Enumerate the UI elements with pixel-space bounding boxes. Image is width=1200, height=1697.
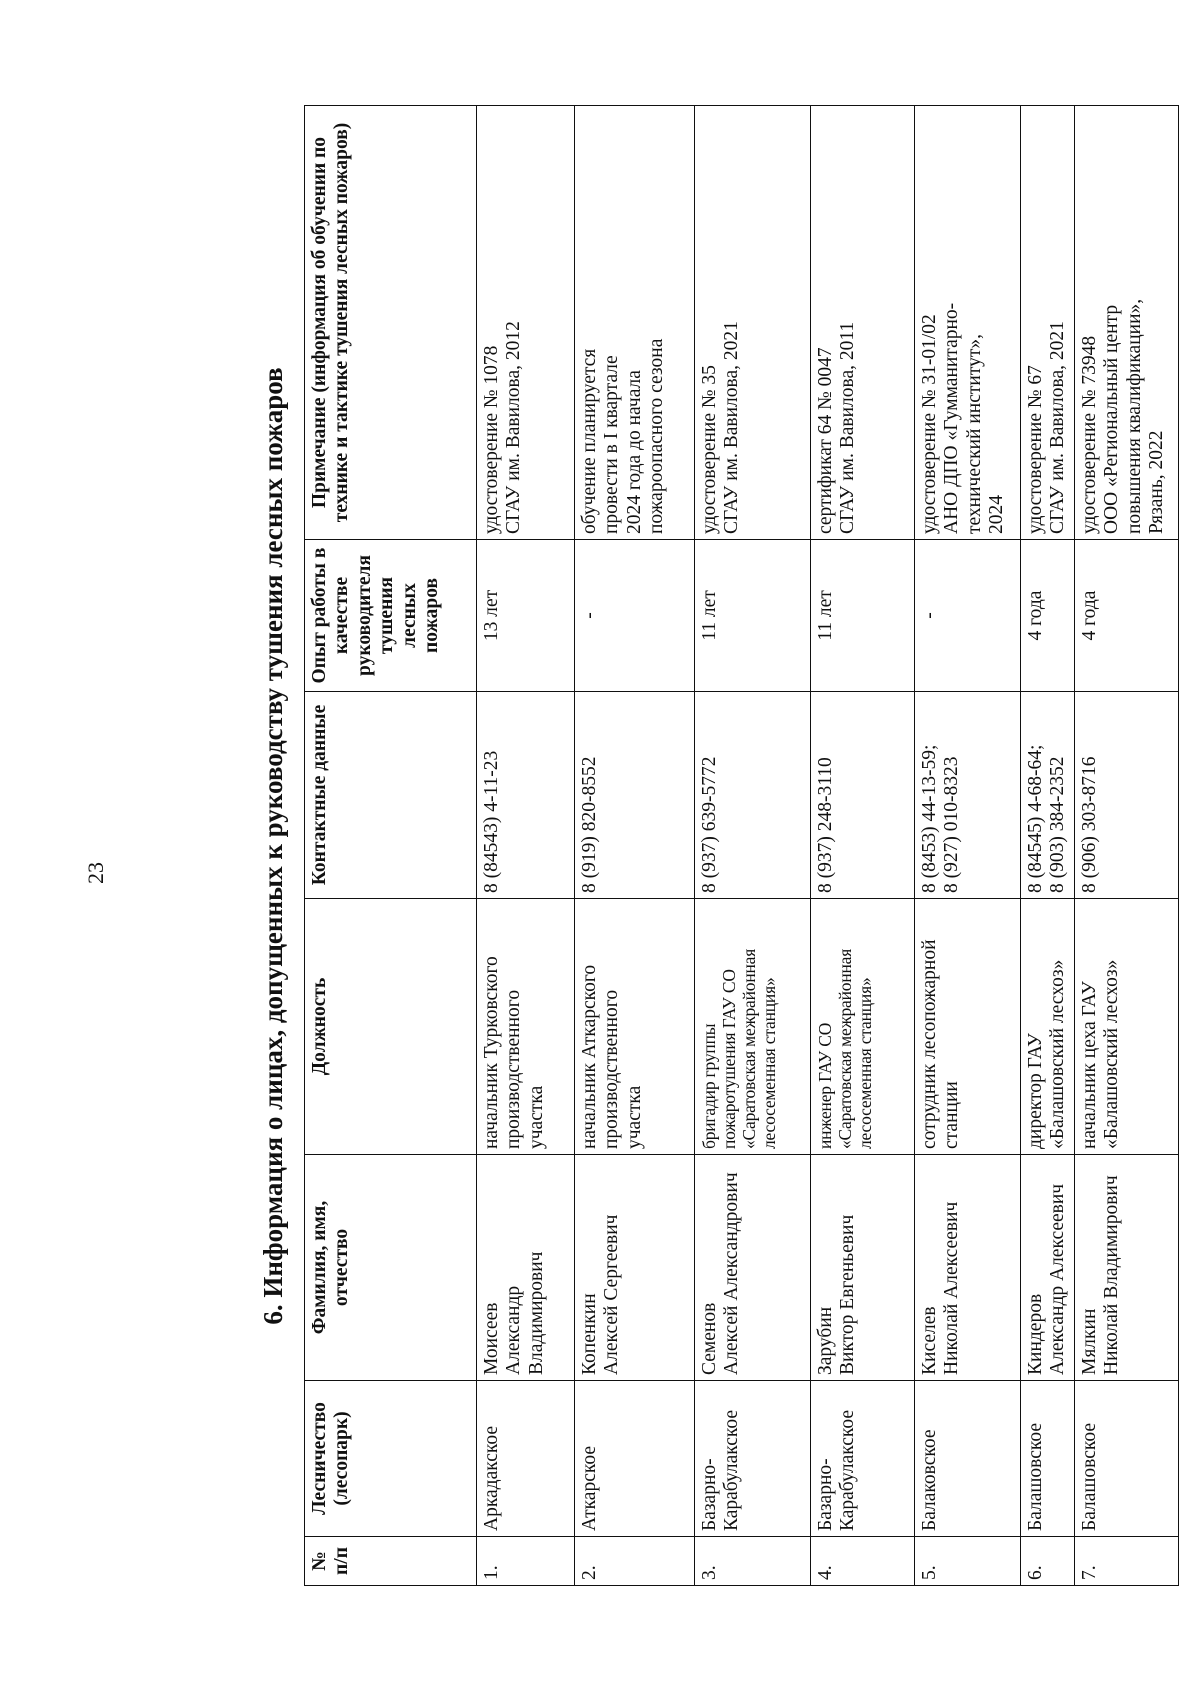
page-number: 23 <box>83 862 108 884</box>
header-number: № п/п <box>305 1537 477 1586</box>
cell-note-line: АНО ДПО «Гумманитарно- <box>941 302 963 534</box>
cell-position-line: производственного <box>601 989 623 1149</box>
cell-contacts <box>1074 692 1178 899</box>
cell-note <box>811 106 915 540</box>
cell-position <box>695 899 811 1155</box>
cell-full-name-line: Семенов <box>699 1302 720 1375</box>
cell-note-line: удостоверение № 31-01/02 <box>919 314 940 534</box>
cell-note-line: ООО «Региональный центр <box>1101 304 1123 534</box>
cell-note-line: 2024 <box>986 495 1008 534</box>
cell-note <box>695 106 811 540</box>
header-forestry: Лесничество (лесопарк) <box>305 1381 477 1537</box>
header-full-name: Фамилия, имя, отчество <box>305 1155 477 1381</box>
cell-note-line: удостоверение № 1078 <box>481 345 502 534</box>
cell-full-name <box>695 1155 811 1381</box>
cell-number: 5. <box>915 1537 1021 1586</box>
cell-position-line: директор ГАУ <box>1025 1033 1046 1149</box>
table-body <box>477 106 1179 1586</box>
table-row <box>811 106 915 1586</box>
cell-note-line: СГАУ им. Вавилова, 2021 <box>721 321 743 534</box>
cell-position-line: начальник Турковского <box>481 956 502 1149</box>
cell-full-name-line: Мялкин <box>1078 1308 1100 1375</box>
table-row <box>915 106 1021 1586</box>
cell-full-name-line: Николай Алексеевич <box>941 1201 963 1375</box>
cell-position-line: сотрудник лесопожарной <box>919 939 940 1149</box>
cell-position-line: участка <box>525 1085 547 1149</box>
cell-position <box>477 899 575 1155</box>
cell-note <box>477 106 575 540</box>
cell-position-line: «Балашовский лесхоз» <box>1047 959 1069 1149</box>
cell-note-line: Рязань, 2022 <box>1146 430 1168 534</box>
cell-full-name-line: Виктор Евгеньевич <box>837 1214 859 1375</box>
cell-full-name-line: Моисеев <box>481 1302 502 1375</box>
cell-forestry: Базарно-Карабулакское <box>695 1381 811 1537</box>
cell-position-line: «Саратовская межрайонная <box>835 948 856 1149</box>
cell-full-name <box>575 1155 695 1381</box>
cell-note-line: обучение планируется <box>579 348 600 534</box>
cell-contacts-line: 8 (927) 010-8323 <box>941 756 963 893</box>
cell-note-line: удостоверение № 73948 <box>1078 335 1100 534</box>
cell-position-line: инженер ГАУ СО <box>815 1022 835 1149</box>
cell-full-name-line: Киндеров <box>1025 1293 1046 1375</box>
cell-position-line: производственного <box>503 989 525 1149</box>
cell-contacts <box>915 692 1021 899</box>
cell-full-name <box>811 1155 915 1381</box>
cell-note-line: удостоверение № 67 <box>1025 365 1046 534</box>
cell-forestry: Балаковское <box>915 1381 1021 1537</box>
cell-experience: 13 лет <box>477 540 575 692</box>
cell-experience: - <box>575 540 695 692</box>
cell-contacts <box>695 692 811 899</box>
cell-position <box>1021 899 1075 1155</box>
cell-full-name-line: Николай Владимирович <box>1101 1175 1123 1375</box>
table-row <box>1074 106 1178 1586</box>
cell-contacts <box>811 692 915 899</box>
cell-position <box>1074 899 1178 1155</box>
cell-note <box>915 106 1021 540</box>
table-row <box>1021 106 1075 1586</box>
cell-position-line: бригадир группы <box>699 1023 719 1149</box>
cell-number: 2. <box>575 1537 695 1586</box>
cell-forestry: Аркадакское <box>477 1381 575 1537</box>
cell-note-line: СГАУ им. Вавилова, 2021 <box>1047 321 1069 534</box>
cell-contacts-line: 8 (84545) 4-68-64; <box>1025 744 1046 893</box>
cell-position-line: станции <box>941 1081 963 1149</box>
cell-contacts-line: 8 (903) 384-2352 <box>1047 756 1069 893</box>
header-experience: Опыт работы в качестве руководителя тушения лесных пожаров <box>305 540 477 692</box>
cell-number: 3. <box>695 1537 811 1586</box>
cell-full-name <box>1074 1155 1178 1381</box>
cell-number: 6. <box>1021 1537 1075 1586</box>
cell-position-line: «Балашовский лесхоз» <box>1101 959 1123 1149</box>
cell-note-line: пожароопасного сезона <box>646 338 668 534</box>
cell-note-line: провести в I квартале <box>601 355 623 534</box>
forest-fire-leaders-table <box>304 105 1179 1586</box>
cell-position-line: начальник цеха ГАУ <box>1078 981 1100 1149</box>
table-row <box>477 106 575 1586</box>
cell-number: 1. <box>477 1537 575 1586</box>
cell-position-line: лесосеменная станция» <box>855 977 876 1149</box>
cell-experience: 4 года <box>1074 540 1178 692</box>
cell-contacts <box>575 692 695 899</box>
cell-forestry: Аткарское <box>575 1381 695 1537</box>
cell-note-line: СГАУ им. Вавилова, 2012 <box>503 321 525 534</box>
cell-position <box>575 899 695 1155</box>
cell-note-line: СГАУ им. Вавилова, 2011 <box>837 321 859 534</box>
cell-note-line: сертификат 64 № 0047 <box>815 347 836 534</box>
cell-position-line: пожаротушения ГАУ СО <box>719 969 740 1149</box>
cell-contacts-line: 8 (8453) 44-13-59; <box>919 744 940 893</box>
cell-note-line: 2024 года до начала <box>623 370 645 534</box>
cell-experience: 11 лет <box>811 540 915 692</box>
cell-forestry: Балашовское <box>1074 1381 1178 1537</box>
header-position: Должность <box>305 899 477 1155</box>
cell-contacts <box>477 692 575 899</box>
cell-full-name-line: Александр Алексеевич <box>1047 1183 1069 1375</box>
cell-note-line: удостоверение № 35 <box>699 365 720 534</box>
cell-full-name-line: Александр Владимирович <box>503 1251 547 1375</box>
cell-full-name-line: Алексей Александрович <box>721 1172 743 1375</box>
cell-full-name-line: Алексей Сергеевич <box>601 1214 623 1375</box>
table-header-row <box>305 106 477 1586</box>
cell-position-line: «Саратовская межрайонная <box>739 948 760 1149</box>
cell-forestry: Базарно-Карабулакское <box>811 1381 915 1537</box>
section-title: 6. Информация о лицах, допущенных к руководству тушения лесных пожаров <box>258 367 288 1325</box>
cell-position-line: начальник Аткарского <box>579 964 600 1149</box>
cell-full-name <box>477 1155 575 1381</box>
header-contacts: Контактные данные <box>305 692 477 899</box>
cell-position <box>811 899 915 1155</box>
cell-position-line: лесосеменная станция» <box>759 977 780 1149</box>
cell-full-name-line: Копенкин <box>579 1293 600 1375</box>
cell-contacts-line: 8 (919) 820-8552 <box>579 756 600 893</box>
cell-number: 7. <box>1074 1537 1178 1586</box>
cell-experience: 4 года <box>1021 540 1075 692</box>
rotated-content <box>242 106 1168 1586</box>
cell-note <box>1074 106 1178 540</box>
cell-number: 4. <box>811 1537 915 1586</box>
cell-experience: 11 лет <box>695 540 811 692</box>
cell-full-name-line: Зарубин <box>815 1306 836 1375</box>
table-row <box>695 106 811 1586</box>
table-row <box>575 106 695 1586</box>
cell-experience: - <box>915 540 1021 692</box>
cell-full-name-line: Киселев <box>919 1306 940 1375</box>
cell-note-line: повышения квалификации», <box>1123 298 1145 534</box>
header-note: Примечание (информация об обучении по технике и тактике тушения лесных пожаров) <box>305 106 477 540</box>
cell-full-name <box>1021 1155 1075 1381</box>
cell-forestry: Балашовское <box>1021 1381 1075 1537</box>
cell-contacts-line: 8 (84543) 4-11-23 <box>481 750 502 893</box>
cell-position <box>915 899 1021 1155</box>
cell-contacts-line: 8 (937) 248-3110 <box>815 757 836 893</box>
cell-note-line: технический институт», <box>963 333 985 534</box>
cell-contacts-line: 8 (937) 639-5772 <box>699 756 720 893</box>
cell-contacts-line: 8 (906) 303-8716 <box>1078 756 1100 893</box>
cell-note <box>1021 106 1075 540</box>
cell-contacts <box>1021 692 1075 899</box>
cell-note <box>575 106 695 540</box>
cell-position-line: участка <box>623 1085 645 1149</box>
cell-full-name <box>915 1155 1021 1381</box>
